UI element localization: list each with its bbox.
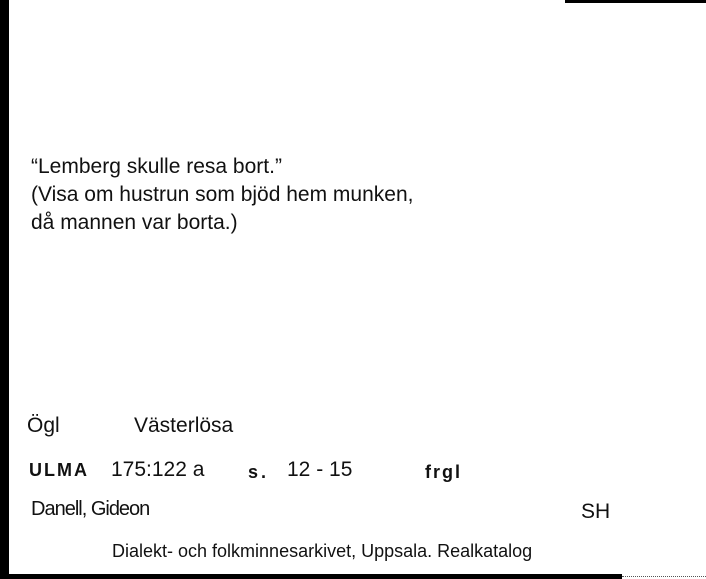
quote-line-2: (Visa om hustrun som bjöd hem munken, bbox=[31, 183, 414, 206]
card-bottom-edge bbox=[0, 574, 622, 579]
archivist-initials: SH bbox=[581, 500, 611, 523]
quote-line-1: “Lemberg skulle resa bort.” bbox=[31, 155, 282, 178]
page-range: 12 - 15 bbox=[287, 458, 353, 481]
place-name: Västerlösa bbox=[134, 414, 234, 437]
quote-line-3: då mannen var borta.) bbox=[31, 211, 238, 234]
page-abbreviation: s. bbox=[248, 462, 270, 482]
archive-number: 175:122 a bbox=[111, 458, 205, 481]
region-code: Ögl bbox=[27, 414, 60, 437]
card-top-edge bbox=[565, 0, 706, 3]
recorder-name: Danell, Gideon bbox=[31, 498, 150, 520]
card-quote bbox=[31, 153, 413, 237]
card-footer: Dialekt- och folkminnesarkivet, Uppsala. Realkatalog bbox=[112, 541, 533, 561]
category-code: frgl bbox=[425, 462, 462, 482]
card-left-edge bbox=[0, 0, 9, 579]
card-bottom-edge-dotted bbox=[622, 576, 706, 578]
archive-code: ULMA bbox=[29, 460, 89, 480]
